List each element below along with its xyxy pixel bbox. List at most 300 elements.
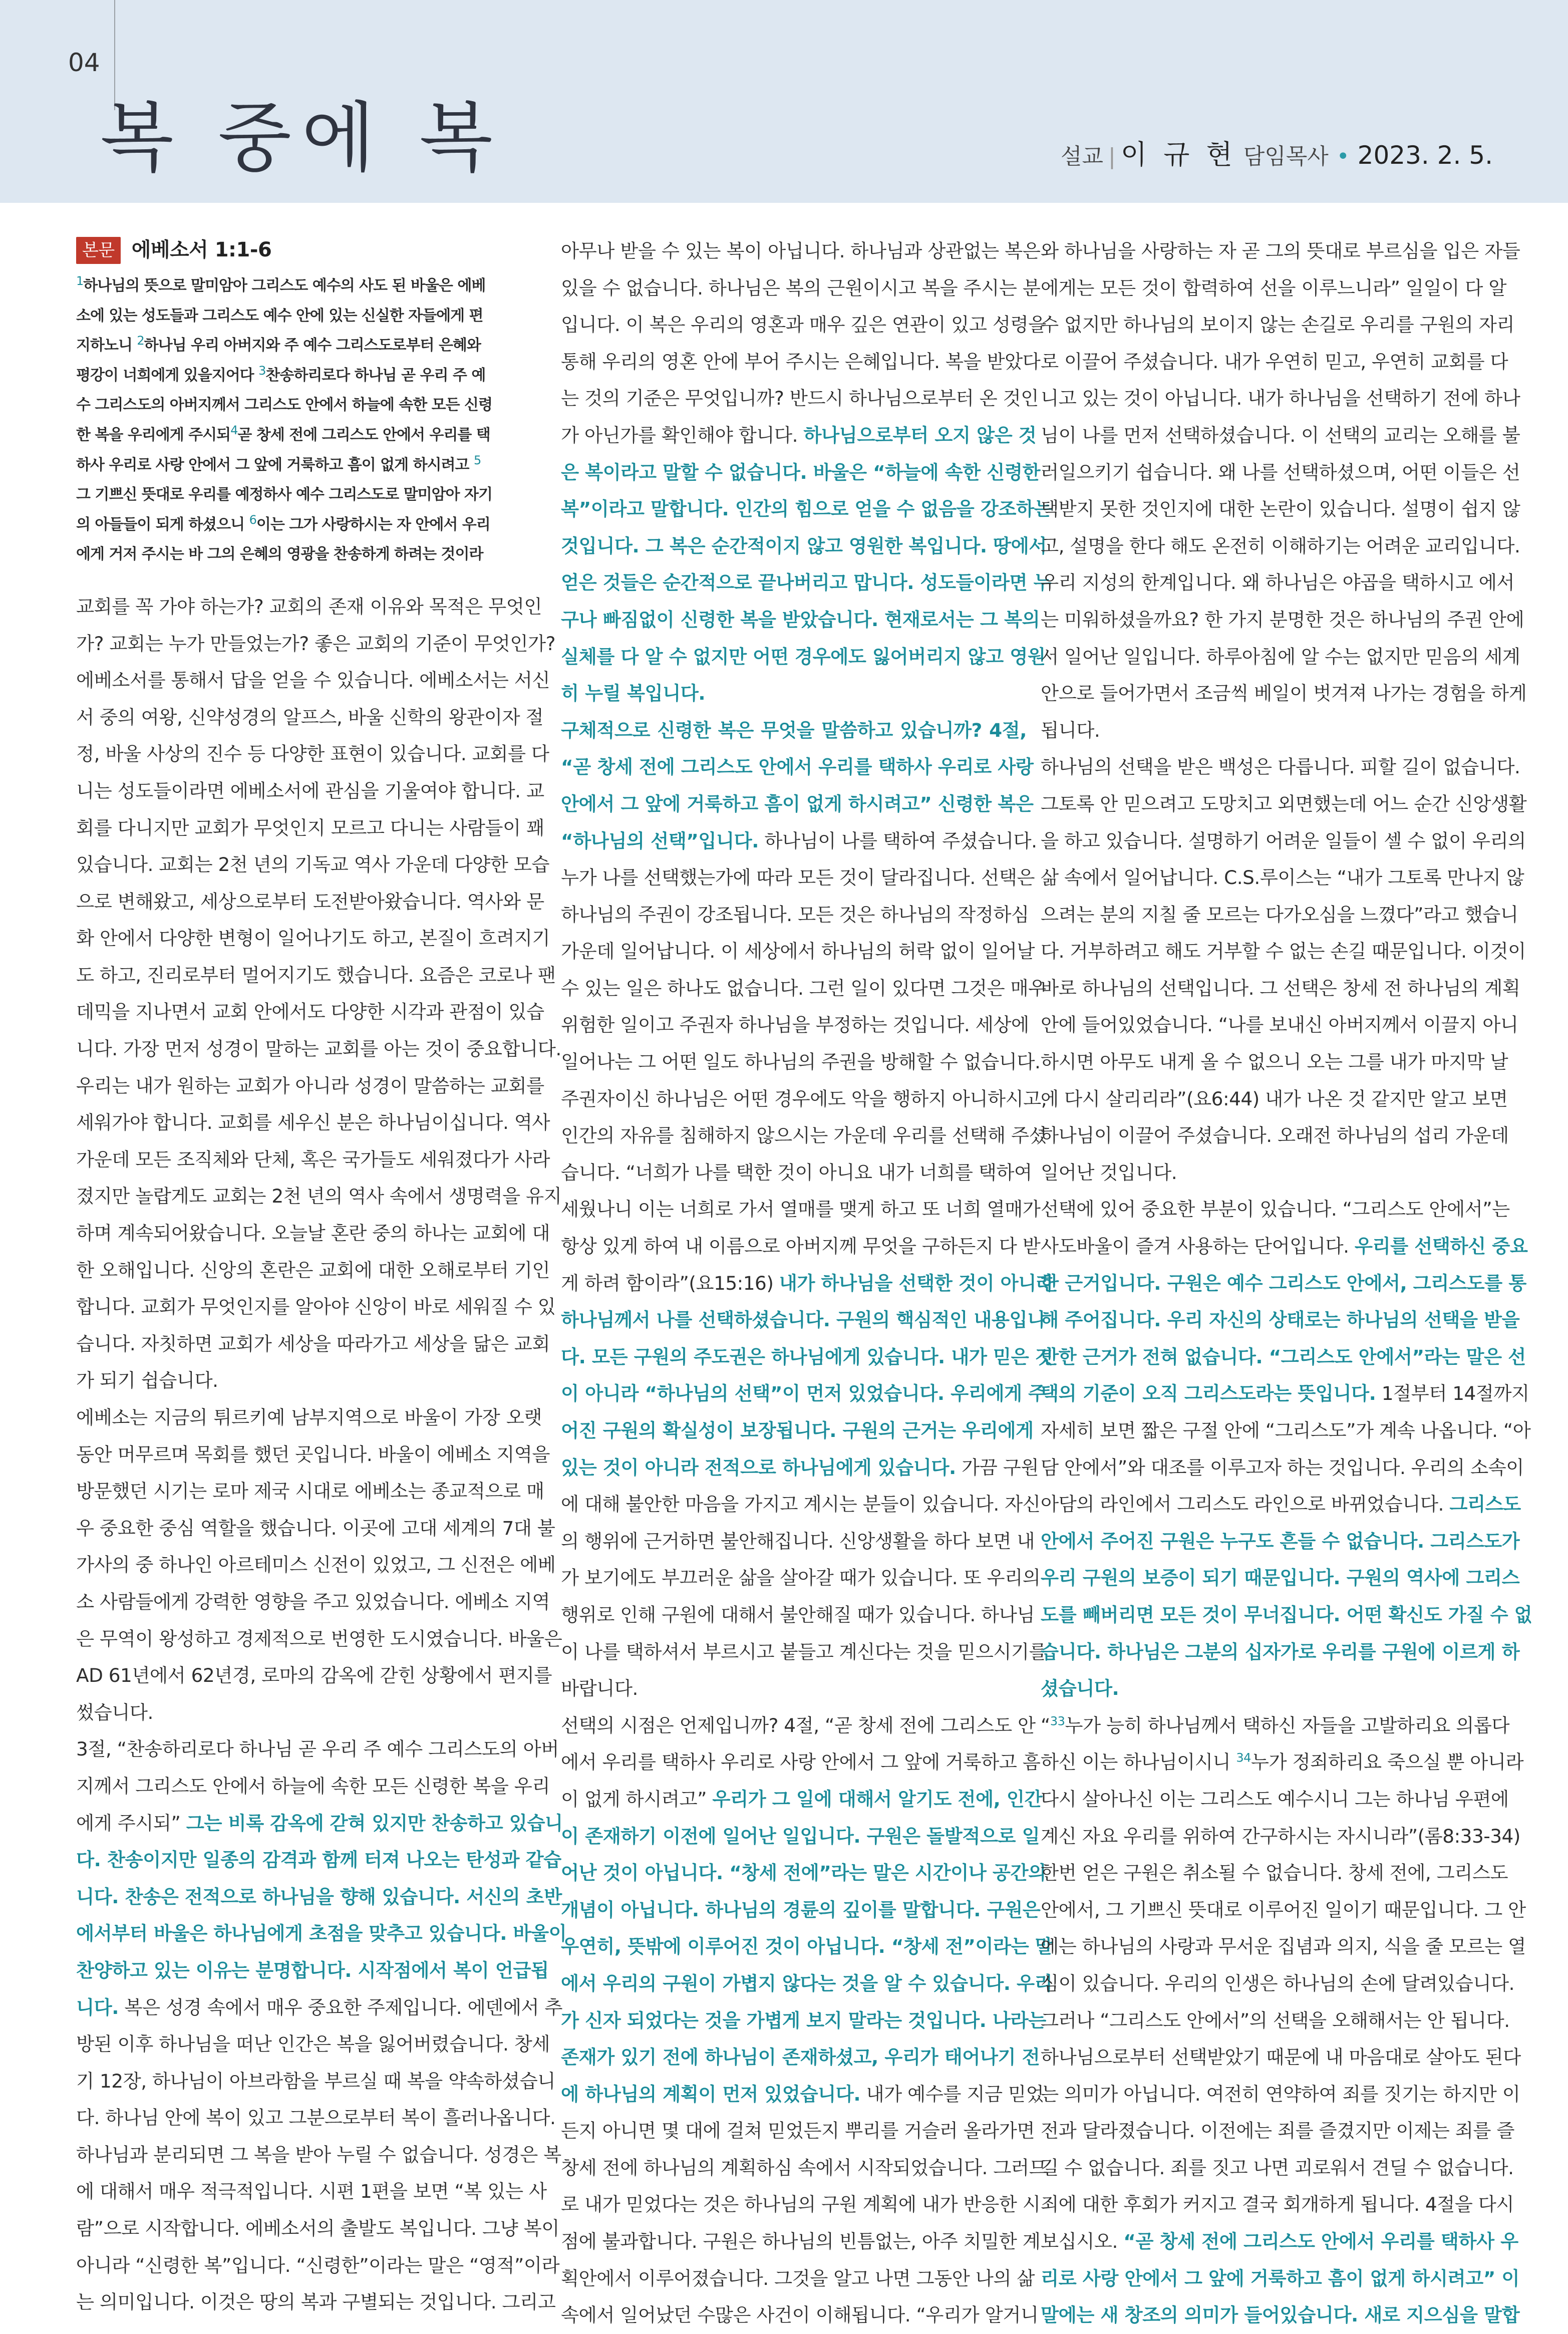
verse-number: 4 <box>230 423 238 437</box>
body-text: 우리 지성의 한계입니다. 왜 하나님은 야곱을 택하시고 에서 <box>1041 571 1514 594</box>
body-text: 수 있는 일은 하나도 없습니다. 그런 일이 있다면 그것은 매우 <box>561 977 1046 999</box>
text-line <box>1041 380 1520 417</box>
page-header <box>0 0 1568 203</box>
text-line <box>1041 1486 1521 1523</box>
text-line <box>1041 1412 1531 1449</box>
text-line <box>1041 491 1520 528</box>
text-line <box>1041 307 1514 344</box>
body-text: 가끔 구원 <box>956 1456 1039 1479</box>
text-line <box>76 1436 550 1474</box>
body-text: 아담의 라인에서 그리스도 라인으로 바뀌었습니다. <box>1041 1493 1450 1516</box>
text-line <box>561 1154 1032 1192</box>
body-text: 바랍니다. <box>561 1677 638 1700</box>
text-line <box>76 1031 561 1068</box>
body-text: 바로 하나님의 선택입니다. 그 선택은 창세 전 하나님의 계획 <box>1041 977 1520 999</box>
body-text: 위험한 일이고 주권자 하나님을 부정하는 것입니다. 세상에 <box>561 1014 1029 1036</box>
highlighted-text: 말에는 새 창조의 의미가 들어있습니다. 새로 지으심을 말합 <box>1041 2304 1520 2326</box>
text-line <box>561 675 1027 712</box>
text-line <box>76 1952 549 1989</box>
text-line <box>561 1191 1041 1228</box>
bullet-dot: • <box>1336 144 1350 169</box>
text-line <box>1041 2150 1514 2187</box>
body-text: 점에 불과합니다. 구원은 하나님의 빈틈없는, 아주 치밀한 계 <box>561 2230 1041 2253</box>
text-line <box>76 1362 542 1399</box>
text-line <box>1041 528 1520 565</box>
body-text: 담 안에서”와 대조를 이루고자 하는 것입니다. 우리의 소속이 <box>1041 1456 1524 1479</box>
text-line <box>76 884 542 921</box>
highlighted-text: 존재가 있기 전에 하나님이 존재하셨고, 우리가 태어나기 전 <box>561 2046 1040 2069</box>
highlighted-text: 한 근거입니다. 구원은 예수 그리스도 안에서, 그리스도를 통 <box>1041 1272 1526 1294</box>
text-line <box>76 1547 556 1584</box>
text-line <box>76 1399 542 1436</box>
body-text: 가사의 중 하나인 아르테미스 신전이 있었고, 그 신전은 에베 <box>76 1554 556 1576</box>
text-line <box>561 786 1034 823</box>
text-line <box>76 2026 550 2063</box>
text-line <box>76 1694 542 1731</box>
body-text: 로 이끌어 주셨습니다. 내가 우연히 믿고, 우연히 교회를 다 <box>1041 350 1508 373</box>
body-text: 한 복을 우리에게 주시되 <box>76 426 231 444</box>
text-line <box>76 539 542 569</box>
body-text: 그토록 안 믿으려고 도망치고 외면했는데 어느 순간 신앙생활 <box>1041 792 1527 815</box>
body-text: 누가 능히 하나님께서 택하신 자들을 고발하리요 의롭다 <box>1065 1714 1509 1736</box>
highlighted-text: 것입니다. 그 복은 순간적이지 않고 영원한 복입니다. 땅에서 <box>561 534 1047 557</box>
text-line <box>561 1928 1053 1965</box>
verse-number: 3 <box>258 363 266 378</box>
body-text: 서 중의 여왕, 신약성경의 알프스, 바울 신학의 왕관이자 절 <box>76 706 544 728</box>
body-text: 누가 나를 선택했는가에 따라 모든 것이 달라집니다. 선택은 <box>561 866 1035 889</box>
highlighted-text: 이 존재하기 이전에 일어난 일입니다. 구원은 돌발적으로 일 <box>561 1825 1040 1847</box>
text-line <box>561 417 1037 454</box>
preacher-title: 담임목사 <box>1243 144 1329 169</box>
column-3-body <box>1041 233 1532 2334</box>
body-text: 는 의미가 아닙니다. 여전히 연약하여 죄를 짓기는 하지만 이 <box>1041 2083 1520 2105</box>
body-text: 님이 나를 먼저 선택하셨습니다. 이 선택의 교리는 오해를 불 <box>1041 424 1520 446</box>
body-text: 하신 이는 하나님이시니 <box>1041 1751 1236 1774</box>
body-text: 니다. 가장 먼저 성경이 말하는 교회를 아는 것이 중요합니다. <box>76 1038 561 1060</box>
highlighted-text: 어진 구원의 확실성이 보장됩니다. 구원의 근거는 우리에게 <box>561 1419 1034 1441</box>
body-text: 동안 머무르며 목회를 했던 곳입니다. 바울이 에베소 지역을 <box>76 1443 550 1466</box>
highlighted-text: 우리 구원의 보증이 되기 때문입니다. 구원의 역사에 그리스 <box>1041 1567 1520 1589</box>
highlighted-text: 내가 하나님을 선택한 것이 아니라 <box>779 1272 1054 1294</box>
body-text: 전과 달라졌습니다. 이전에는 죄를 즐겼지만 이제는 죄를 즐 <box>1041 2120 1514 2142</box>
body-text: 에게 주시되” <box>76 1812 186 1834</box>
body-text: 으로 변해왔고, 세상으로부터 도전받아왔습니다. 역사와 문 <box>76 890 544 913</box>
highlighted-text: 에 하나님의 계획이 먼저 있었습니다. <box>561 2083 861 2105</box>
text-line <box>1041 454 1520 491</box>
text-line <box>76 450 542 480</box>
highlighted-text: 택의 기준이 오직 그리스도라는 뜻입니다. <box>1041 1382 1376 1405</box>
byline-separator: | <box>1108 144 1116 169</box>
text-line <box>561 2186 1041 2223</box>
body-text: 러일으키기 쉽습니다. 왜 나를 선택하셨으며, 어떤 이들은 선 <box>1041 461 1520 483</box>
text-line <box>76 390 542 420</box>
body-text: 안에서, 그 기쁘신 뜻대로 이루어진 일이기 때문입니다. 그 안 <box>1041 1898 1526 1921</box>
text-line <box>76 1879 562 1916</box>
text-line <box>76 773 542 810</box>
highlighted-text: “하나님의 선택”입니다. <box>561 829 759 852</box>
body-text: 있을 수 없습니다. 하나님은 복의 근원이시고 복을 주시는 분 <box>561 276 1041 299</box>
body-text: 심이 있습니다. 우리의 인생은 하나님의 손에 달려있습니다. <box>1041 1972 1514 1994</box>
body-text: 에 대해 불안한 마음을 가지고 계시는 분들이 있습니다. 자신 <box>561 1493 1041 1516</box>
verse-number: 5 <box>473 453 481 467</box>
sermon-date: 2023. 2. 5. <box>1357 141 1493 170</box>
highlighted-text: 에서 우리의 구원이 가볍지 않다는 것을 알 수 있습니다. 우리 <box>561 1972 1053 1994</box>
body-text: 에베소서를 통해서 답을 얻을 수 있습니다. 에베소서는 서신 <box>76 669 550 692</box>
text-line <box>561 1486 1041 1523</box>
body-text: 도 하고, 진리로부터 멀어지기도 했습니다. 요즘은 코로나 팬 <box>76 964 556 986</box>
body-text: 지하노니 <box>76 337 137 355</box>
text-line <box>561 307 1046 344</box>
text-line <box>561 233 1041 270</box>
body-text: 에서 우리를 택하사 우리로 사랑 안에서 그 앞에 거룩하고 흠 <box>561 1751 1041 1774</box>
text-line <box>561 1670 1027 1707</box>
text-line <box>1041 1781 1509 1818</box>
text-line <box>561 528 1047 565</box>
body-text: 1절부터 14절까지 <box>1376 1382 1529 1405</box>
body-text: 창세 전에 하나님의 계획하심 속에서 시작되었습니다. 그러므 <box>561 2156 1047 2179</box>
text-line <box>561 823 1037 860</box>
body-text: 세웠나니 이는 너희로 가서 열매를 맺게 하고 또 너희 열매가 <box>561 1198 1041 1221</box>
body-text: 니는 성도들이라면 에베소서에 관심을 기울여야 합니다. 교 <box>76 779 544 802</box>
body-text: 합니다. 교회가 무엇인지를 알아야 신앙이 바로 세워질 수 있 <box>76 1296 556 1318</box>
text-line <box>1041 823 1526 860</box>
body-text: 고, 설명을 한다 해도 온전히 이해하기는 어려운 교리입니다. <box>1041 534 1520 557</box>
body-text: 수 없지만 하나님의 보이지 않는 손길로 우리를 구원의 자리 <box>1041 314 1514 336</box>
text-line <box>1041 1597 1532 1634</box>
body-text: 졌지만 놀랍게도 교회는 2천 년의 역사 속에서 생명력을 유지 <box>76 1185 562 1208</box>
text-line <box>561 2076 1044 2113</box>
body-text: 자세히 보면 짧은 구절 안에 “그리스도”가 계속 나옵니다. “아 <box>1041 1419 1531 1441</box>
text-line <box>561 454 1041 491</box>
body-text: 하나님의 주권이 강조됩니다. 모든 것은 하나님의 작정하심 <box>561 903 1029 926</box>
text-line <box>1041 1560 1520 1597</box>
body-text: 택받지 못한 것인지에 대한 논란이 있습니다. 설명이 쉽지 않 <box>1041 498 1520 520</box>
text-line <box>1041 970 1520 1007</box>
text-line <box>76 1473 542 1510</box>
body-text: 방된 이후 하나님을 떠난 인간은 복을 잃어버렸습니다. 창세 <box>76 2033 550 2056</box>
text-line <box>1041 933 1526 970</box>
text-line <box>561 491 1052 528</box>
text-line <box>76 1731 559 1768</box>
body-text: 은 무역이 왕성하고 경제적으로 번영한 도시였습니다. 바울은 <box>76 1627 562 1650</box>
text-line <box>1041 1228 1528 1265</box>
text-line <box>76 920 550 957</box>
body-text: 지께서 그리스도 안에서 하늘에 속한 모든 신령한 복을 우리 <box>76 1775 550 1797</box>
text-line <box>561 2150 1047 2187</box>
body-text: 있습니다. 교회는 2천 년의 기독교 역사 가운데 다양한 모습 <box>76 853 550 876</box>
column-1 <box>76 233 567 2321</box>
highlighted-text: 습니다. 하나님은 그분의 십자가로 우리를 구원에 이르게 하 <box>1041 1640 1520 1663</box>
text-line <box>561 1228 1041 1265</box>
text-line <box>76 1252 550 1289</box>
text-line <box>561 2002 1046 2039</box>
highlighted-text: 그는 비록 감옥에 갇혀 있지만 찬송하고 있습니 <box>186 1812 563 1834</box>
body-text: 가운데 모든 조직체와 단체, 혹은 국가들도 세워졌다가 사라 <box>76 1148 550 1171</box>
highlighted-text: 안에서 그 앞에 거룩하고 흠이 없게 하시려고” 신령한 복은 <box>561 792 1034 815</box>
body-text: 에게 거저 주시는 바 그의 은혜의 영광을 찬송하게 하려는 것이라 <box>76 545 483 563</box>
highlighted-text: “곧 창세 전에 그리스도 안에서 우리를 택하사 우리로 사랑 <box>561 756 1034 778</box>
text-line <box>76 480 542 510</box>
body-text: 하나님이 이끌어 주셨습니다. 오래전 하나님의 섭리 가운데 <box>1041 1124 1509 1147</box>
text-line <box>1041 1744 1524 1781</box>
text-line <box>561 1560 1041 1597</box>
body-text: 을 하고 있습니다. 설명하기 어려운 일들이 셀 수 없이 우리의 <box>1041 829 1526 852</box>
text-line <box>76 1104 550 1141</box>
text-line <box>76 2210 559 2247</box>
body-text: 회를 다니지만 교회가 무엇인지 모르고 다니는 사람들이 꽤 <box>76 816 544 839</box>
text-line <box>561 1339 1053 1376</box>
preacher-name: 이 규 현 <box>1120 139 1236 170</box>
text-line <box>1041 2002 1510 2039</box>
body-text: 죄에 대한 후회가 커지고 결국 회개하게 됩니다. 4절을 다시 <box>1041 2193 1514 2216</box>
verse-number: 1 <box>76 274 84 288</box>
highlighted-text: 어난 것이 아닙니다. “창세 전에”라는 말은 시간이나 공간의 <box>561 1862 1046 1884</box>
body-text: 우 중요한 중심 역할을 했습니다. 이곳에 고대 세계의 7대 불 <box>76 1517 555 1539</box>
highlighted-text: 우리가 그 일에 대해서 알기도 전에, 인간 <box>712 1788 1043 1810</box>
highlighted-text: 하나님께서 나를 선택하셨습니다. 구원의 핵심적인 내용입니 <box>561 1309 1045 1331</box>
body-text: 입니다. 이 복은 우리의 영혼과 매우 깊은 연관이 있고 성령을 <box>561 314 1046 336</box>
text-line <box>1041 270 1506 307</box>
text-line <box>561 1818 1040 1855</box>
body-text: 람”으로 시작합니다. 에베소서의 출발도 복입니다. 그냥 복이 <box>76 2217 559 2240</box>
body-text: 든지 아니면 몇 대에 걸쳐 믿었든지 뿌리를 거슬러 올라가면 <box>561 2120 1035 2142</box>
body-text: 다. 거부하려고 해도 거부할 수 없는 손길 때문입니다. 이것이 <box>1041 940 1526 963</box>
text-line <box>1041 1965 1514 2002</box>
text-line <box>76 1068 542 1105</box>
text-line <box>1041 2076 1520 2113</box>
sermon-label: 설교 <box>1061 144 1104 169</box>
text-line <box>1041 749 1520 786</box>
text-line <box>561 897 1027 934</box>
text-line <box>1041 1044 1506 1081</box>
body-text: 삶 속에서 일어납니다. C.S.루이스는 “내가 그토록 만나지 않 <box>1041 866 1524 889</box>
text-line <box>1041 1855 1506 1892</box>
body-text: 누가 정죄하리요 죽으실 뿐 아니라 <box>1250 1751 1524 1774</box>
text-line <box>561 2113 1035 2150</box>
text-line <box>76 736 549 773</box>
text-line <box>76 301 542 331</box>
body-text: 수 그리스도의 아버지께서 그리스도 안에서 하늘에 속한 모든 신령 <box>76 396 493 414</box>
text-line <box>76 957 556 994</box>
highlighted-text: 니다. <box>76 1996 119 2018</box>
text-line <box>1041 1339 1526 1376</box>
highlighted-text: 우리를 선택하신 중요 <box>1354 1235 1528 1258</box>
page-title: 복 중에 복 <box>100 94 503 182</box>
scripture-reference: 에베소서 1:1-6 <box>131 238 272 262</box>
body-text: 이 없게 하시려고” <box>561 1788 713 1810</box>
text-line <box>1041 233 1520 270</box>
text-line <box>561 1375 1046 1412</box>
page-number: 04 <box>68 48 100 77</box>
text-line <box>1041 1007 1518 1044</box>
text-line <box>76 420 542 450</box>
body-text: 하나님으로부터 선택받았기 때문에 내 마음대로 살아도 된다 <box>1041 2046 1521 2069</box>
body-text: 에 다시 살리리라”(요6:44) 내가 나온 것 같지만 알고 보면 <box>1041 1087 1508 1110</box>
body-text: 한 오해입니다. 신앙의 혼란은 교회에 대한 오해로부터 기인 <box>76 1259 550 1281</box>
body-text: 찬송하리로다 하나님 곧 우리 주 예 <box>265 366 486 384</box>
body-text: 가운데 일어납니다. 이 세상에서 하나님의 허락 없이 일어날 <box>561 940 1035 963</box>
highlighted-text: 구체적으로 신령한 복은 무엇을 말씀하고 있습니까? 4절, <box>561 719 1027 741</box>
text-line <box>1041 344 1506 381</box>
text-line <box>561 1707 1036 1744</box>
body-text: 에는 하나님의 사랑과 무서운 집념과 의지, 식을 줄 모르는 열 <box>1041 1935 1526 1958</box>
body-text: 이는 그가 사랑하시는 자 안에서 우리 <box>256 515 490 533</box>
text-line <box>76 1621 562 1658</box>
body-text: 습니다. 자칫하면 교회가 세상을 따라가고 세상을 닮은 교회 <box>76 1332 550 1355</box>
body-text: 획안에서 이루어졌습니다. 그것을 알고 나면 그동안 나의 삶 <box>561 2267 1035 2289</box>
body-text: 일어난 것입니다. <box>1041 1161 1177 1184</box>
body-text: 방문했던 시기는 로마 제국 시대로 에베소는 종교적으로 매 <box>76 1480 544 1503</box>
text-line <box>76 361 542 391</box>
body-text: 세워가야 합니다. 교회를 세우신 분은 하나님이십니다. 역사 <box>76 1111 550 1134</box>
scripture-badge: 본문 <box>76 237 121 264</box>
text-line <box>561 1265 1054 1302</box>
body-text: 속에서 일어났던 수많은 사건이 이해됩니다. “우리가 알거니 <box>561 2304 1039 2326</box>
highlighted-text: 그리스도 <box>1449 1493 1521 1516</box>
body-text: 선택의 시점은 언제입니까? 4절, “곧 창세 전에 그리스도 안 <box>561 1714 1036 1736</box>
highlighted-text: 셨습니다. <box>1041 1677 1119 1700</box>
body-text: 다. 하나님 안에 복이 있고 그분으로부터 복이 흘러나옵니다. <box>76 2107 556 2129</box>
highlighted-text: 히 누릴 복입니다. <box>561 682 706 705</box>
body-text: 다시 살아나신 이는 그리스도 예수시니 그는 하나님 우편에 <box>1041 1788 1509 1810</box>
body-text: 내가 예수를 지금 믿었 <box>860 2083 1044 2105</box>
body-text: 안에 들어있었습니다. “나를 보내신 아버지께서 이끌지 아니 <box>1041 1014 1518 1036</box>
text-line <box>76 1768 550 1805</box>
highlighted-text: 도를 빼버리면 모든 것이 무너집니다. 어떤 확신도 가질 수 없 <box>1041 1603 1532 1626</box>
scripture-header <box>76 233 542 268</box>
text-line <box>1041 1449 1524 1487</box>
body-text: 와 하나님을 사랑하는 자 곧 그의 뜻대로 부르심을 입은 자들 <box>1041 240 1520 262</box>
body-text: 으려는 분의 지칠 줄 모르는 다가오심을 느꼈다”라고 했습니 <box>1041 903 1518 926</box>
body-text: 하며 계속되어왔습니다. 오늘날 혼란 중의 하나는 교회에 대 <box>76 1222 550 1245</box>
text-line <box>76 626 555 663</box>
body-text: 데믹을 지나면서 교회 안에서도 다양한 시각과 관점이 있습 <box>76 1001 544 1023</box>
body-text: 니고 있는 것이 아닙니다. 내가 하나님을 선택하기 전에 하나 <box>1041 387 1520 410</box>
body-text: 소에 있는 성도들과 그리스도 예수 안에 있는 신실한 자들에게 편 <box>76 307 483 325</box>
body-text: 의 아들들이 되게 하셨으니 <box>76 515 249 533</box>
text-line <box>561 859 1035 897</box>
byline <box>1061 133 1493 172</box>
body-text: 아니라 “신령한 복”입니다. “신령한”이라는 말은 “영적”이라 <box>76 2254 560 2276</box>
highlighted-text: 하나님으로부터 오지 않은 것 <box>803 424 1037 446</box>
text-line <box>561 270 1041 307</box>
highlighted-text: 다. 찬송이지만 일종의 감격과 함께 터져 나오는 탄성과 같습 <box>76 1849 561 1871</box>
text-line <box>1041 1191 1510 1228</box>
text-line <box>561 564 1052 602</box>
verse-number: 33 <box>1050 1714 1065 1728</box>
column-1-body <box>76 589 567 2321</box>
highlighted-text: 복”이라고 말합니다. 인간의 힘으로 얻을 수 없음을 강조하는 <box>561 498 1052 520</box>
text-line <box>1041 1928 1526 1965</box>
body-text: 곧 창세 전에 그리스도 안에서 우리를 택 <box>237 426 490 444</box>
text-line <box>1041 2297 1520 2334</box>
highlighted-text: 다. 모든 구원의 주도권은 하나님에게 있습니다. 내가 믿은 것 <box>561 1345 1053 1368</box>
body-text: 길 수 없습니다. 죄를 짓고 나면 괴로워서 견딜 수 없습니다. <box>1041 2156 1514 2179</box>
body-text: AD 61년에서 62년경, 로마의 감옥에 갇힌 상황에서 편지를 <box>76 1664 552 1687</box>
text-line <box>76 589 542 626</box>
text-line <box>1041 1302 1520 1339</box>
text-line <box>561 712 1027 749</box>
highlighted-text: 해 주어집니다. 우리 자신의 상태로는 하나님의 선택을 받을 <box>1041 1309 1520 1331</box>
body-text: 는 의미입니다. 이것은 땅의 복과 구별되는 것입니다. 그리고 <box>76 2291 556 2313</box>
text-line <box>1041 564 1514 602</box>
text-line <box>1041 1523 1520 1560</box>
text-line <box>561 749 1034 786</box>
body-text: 행위로 인해 구원에 대해서 불안해질 때가 있습니다. 하나님 <box>561 1603 1035 1626</box>
text-line <box>561 2223 1041 2260</box>
body-text: 하나님의 선택을 받은 백성은 다릅니다. 피할 길이 없습니다. <box>1041 756 1520 778</box>
body-text: 하사 우리로 사랑 안에서 그 앞에 거룩하고 흠이 없게 하시려고 <box>76 456 474 474</box>
text-line <box>76 1510 555 1547</box>
body-text: 는 것의 기준은 무엇입니까? 반드시 하나님으로부터 온 것인 <box>561 387 1039 410</box>
highlighted-text: 구나 빠짐없이 신령한 복을 받았습니다. 현재로서는 그 복의 <box>561 608 1040 631</box>
text-line <box>76 2284 556 2321</box>
text-line <box>76 271 542 301</box>
text-line <box>1041 859 1524 897</box>
highlighted-text: 만한 근거가 전혀 없습니다. “그리스도 안에서”라는 말은 선 <box>1041 1345 1526 1368</box>
text-line <box>76 1989 563 2026</box>
body-text: 아무나 받을 수 있는 복이 아닙니다. 하나님과 상관없는 복은 <box>561 240 1041 262</box>
scripture-text <box>76 271 542 569</box>
body-text: 로 내가 믿었다는 것은 하나님의 구원 계획에 내가 반응한 시 <box>561 2193 1041 2216</box>
text-line <box>76 2100 556 2137</box>
body-text: 계신 자요 우리를 위하여 간구하시는 자시니라”(롬8:33-34) <box>1041 1825 1520 1847</box>
column-2-body <box>561 233 1054 2334</box>
text-line <box>76 1842 561 1879</box>
body-text: 가 아닌가를 확인해야 합니다. <box>561 424 804 446</box>
text-line <box>76 846 550 884</box>
text-line <box>561 1781 1043 1818</box>
text-line <box>1041 786 1527 823</box>
highlighted-text: “곧 창세 전에 그리스도 안에서 우리를 택하사 우 <box>1123 2230 1518 2253</box>
text-line <box>76 331 542 361</box>
body-text: 기 12장, 하나님이 아브라함을 부르실 때 복을 약속하셨습니 <box>76 2070 555 2092</box>
text-line <box>76 1289 556 1326</box>
body-text: 게 하려 함이라”(요15:16) <box>561 1272 779 1294</box>
highlighted-text: 실체를 다 알 수 없지만 어떤 경우에도 잃어버리지 않고 영원 <box>561 645 1046 668</box>
body-text: 하나님이 나를 택하여 주셨습니다. <box>758 829 1037 852</box>
highlighted-text: 얻은 것들은 순간적으로 끝나버리고 맙니다. 성도들이라면 누 <box>561 571 1052 594</box>
text-line <box>561 1117 1047 1154</box>
body-text: 에 대해서 매우 적극적입니다. 시편 1편을 보면 “복 있는 사 <box>76 2180 547 2203</box>
text-line <box>76 1326 550 1363</box>
body-text: 그 기쁘신 뜻대로 우리를 예정하사 예수 그리스도로 말미암아 자기 <box>76 486 493 504</box>
text-line <box>1041 1265 1526 1302</box>
spacer <box>76 569 542 589</box>
body-text: 평강이 너희에게 있을지어다 <box>76 366 259 384</box>
column-3 <box>1041 233 1532 2334</box>
body-text: 통해 우리의 영혼 안에 부어 주시는 은혜입니다. 복을 받았다 <box>561 350 1041 373</box>
body-text: 가 되기 쉽습니다. <box>76 1369 218 1392</box>
text-line <box>1041 2223 1518 2260</box>
text-line <box>561 933 1035 970</box>
column-2 <box>561 233 1054 2334</box>
text-line <box>76 1657 552 1694</box>
text-line <box>1041 639 1520 676</box>
body-text: 화 안에서 다양한 변형이 일어나기도 하고, 본질이 흐려지기 <box>76 927 550 950</box>
text-line <box>561 1449 1039 1487</box>
highlighted-text: 안에서 주어진 구원은 누구도 흔들 수 없습니다. 그리스도가 <box>1041 1530 1520 1552</box>
text-line <box>76 1178 562 1215</box>
body-text: 일어나는 그 어떤 일도 하나님의 주권을 방해할 수 없습니다. <box>561 1051 1041 1073</box>
body-text: 교회를 꼭 가야 하는가? 교회의 존재 이유와 목적은 무엇인 <box>76 595 542 618</box>
text-line <box>561 1412 1034 1449</box>
body-text: 는 미워하셨을까요? 한 가지 분명한 것은 하나님의 주권 안에 <box>1041 608 1524 631</box>
text-line <box>1041 2260 1519 2297</box>
highlighted-text: 이 아니라 “하나님의 선택”이 먼저 있었습니다. 우리에게 주 <box>561 1382 1046 1405</box>
text-line <box>561 1634 1047 1671</box>
text-line <box>76 1584 550 1621</box>
